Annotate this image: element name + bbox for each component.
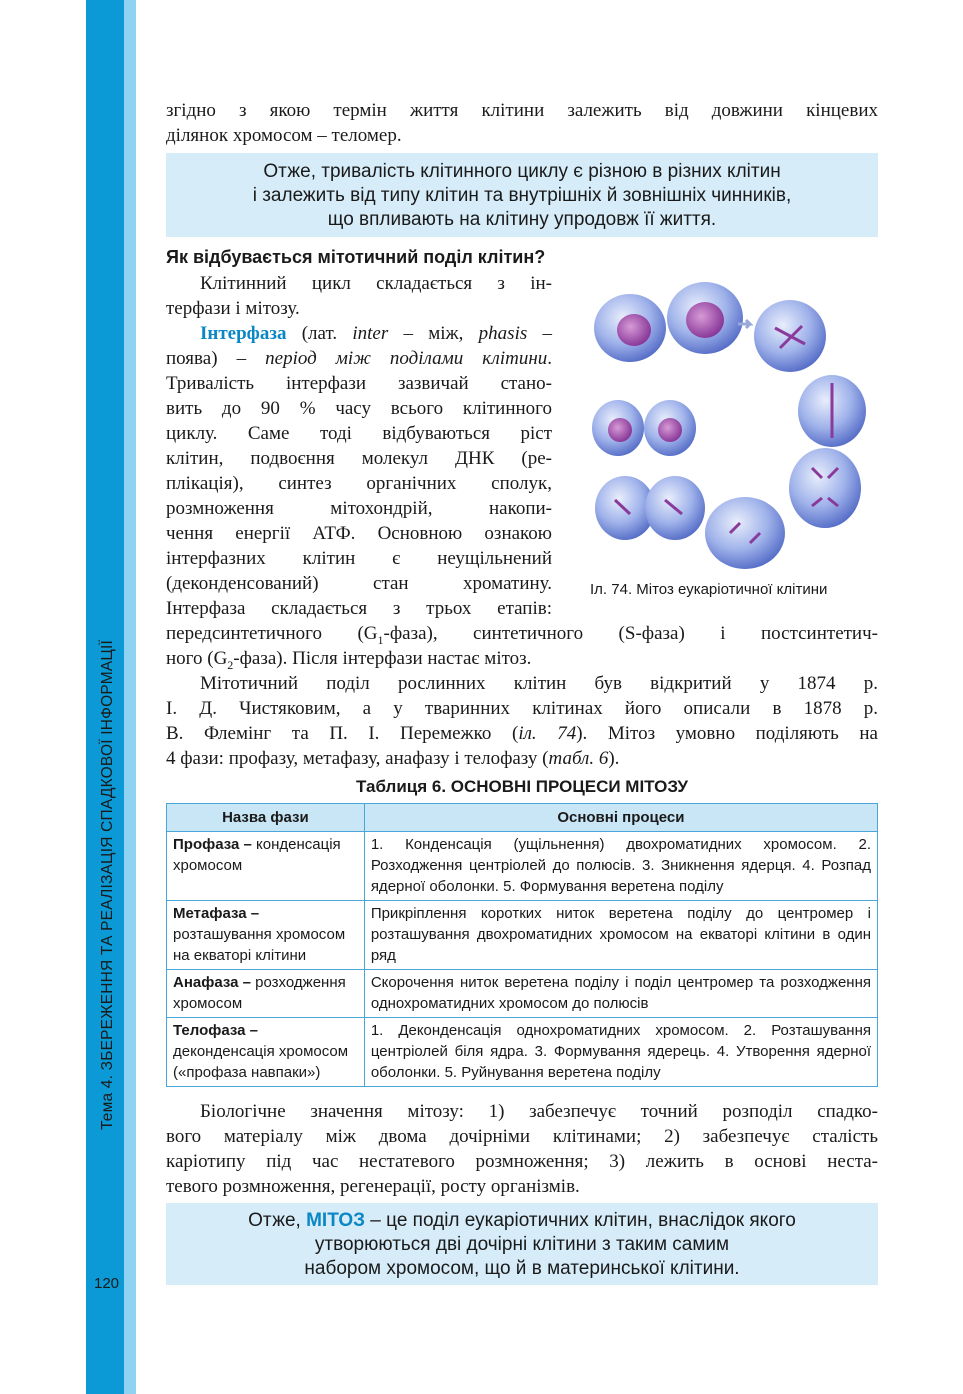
text-span: -фаза). Після інтерфази настає мітоз. [233,648,532,669]
summary-box-cell-cycle [166,153,878,237]
phase-description: розташування хромосом на екваторі клітини [173,926,346,964]
process-cell: 1. Конденсація (ущільнення) двохроматидних хромосом. 2. Розходження центріолей до полюсів. 3. Зникнення ядерця. 4. Розпад ядерної оболонки. 5. Формування веретена поділу [364,832,877,901]
text-line: вого матеріалу між двома дочірніми клітинами; 2) забезпечує сталість [166,1126,878,1147]
text-span: передсинтетичного (G [166,623,378,644]
phase-name: Профаза – [173,836,252,853]
text-line: Інтерфаза складається з трьох етапів: [166,598,552,619]
latin-term: phasis [478,323,528,344]
text-line: розмноження мітохондрій, накопи- [166,498,552,519]
cell-metaphase [798,375,866,447]
column-header-processes: Основні процеси [364,804,877,832]
text-span: – це поділ еукаріотичних клітин, внаслідок якого [365,1210,796,1231]
table-header-row [167,804,878,832]
process-cell: Скорочення ниток веретена поділу і поділ центромер та розходження однохроматидних хромосом до полюсів [364,970,877,1018]
subscript: 2 [227,657,234,672]
page-number: 120 [94,1275,120,1292]
subscript: 1 [377,632,384,647]
phase-name: Телофаза – [173,1022,259,1039]
intro-line-1: згідно з якою термін життя клітини залежить від довжини кінцевих [166,100,878,121]
text-line: інтерфазних клітин є неущільнений [166,548,552,569]
process-cell: 1. Деконденсація однохроматидних хромосом. 2. Розташування центріолей біля ядра. 3. Формування ядерець. 4. Утворення ядерної оболонки. 5. Руйнування веретена поділу [364,1018,877,1087]
text-span: – [527,323,552,344]
figure-reference: іл. 74 [518,723,577,744]
topic-label: Тема 4. ЗБЕРЕЖЕННЯ ТА РЕАЛІЗАЦІЯ СПАДКОВОЇ ІНФОРМАЦІЇ [99,639,116,1130]
text-line: тевого розмноження, регенерації, росту організмів. [166,1176,580,1197]
text-line [200,321,552,346]
text-span: 4 фази: профазу, метафазу, анафазу і телофазу ( [166,748,549,769]
text-span: ). [608,748,620,769]
cell-prophase-early [594,294,666,362]
text-line: каріотипу під час нестатевого розмноження; 3) лежить в основі неста- [166,1151,878,1172]
latin-term: inter [352,323,389,344]
term-mitosis: МІТОЗ [306,1210,366,1231]
column-header-phase: Назва фази [167,804,365,832]
summary-line: і залежить від типу клітин та внутрішніх й зовнішніх чинників, [252,185,792,206]
cell-prophase [667,282,743,354]
intro-line-2: ділянок хромосом – теломер. [166,125,402,146]
cell-telophase [705,497,785,569]
phase-description: деконденсація хромосом («профаза навпаки») [173,1043,349,1081]
cell-anaphase [789,448,861,528]
summary-line: набором хромосом, що й в материнської клітини. [304,1258,740,1279]
phase-cell [167,970,365,1018]
table-reference: табл. 6 [548,748,609,769]
phase-name: Анафаза – [173,974,251,991]
phase-description: розходження хромосом [173,974,346,1012]
text-line: Клітинний цикл складається з ін- [200,273,552,294]
text-span: поява) – [166,348,266,369]
side-stripe-light [124,0,136,1394]
phase-name: Метафаза – [173,905,260,922]
text-line [166,721,878,746]
text-line: чення енергії АТФ. Основною ознакою [166,523,552,544]
summary-line: що впливають на клітину упродовж її життя. [327,209,717,230]
text-span: В. Флемінг та П. І. Перемежко ( [166,723,519,744]
phase-cell [167,832,365,901]
cell-cytokinesis [595,476,705,540]
phase-cell [167,901,365,970]
text-line [166,346,552,371]
phase-cell [167,1018,365,1087]
section-heading: Як відбувається мітотичний поділ клітин? [166,247,546,267]
text-span: ). Мітоз умовно поділяють на [576,723,878,744]
text-span: – між, [388,323,479,344]
text-line: терфази і мітозу. [166,298,300,319]
summary-box-mitosis [166,1203,878,1285]
text-line: клітин, подвоєння молекул ДНК (ре- [166,448,552,469]
table-row [167,1018,878,1087]
text-line: Мітотичний поділ рослинних клітин був відкритий у 1874 р. [200,673,878,694]
text-span: . [547,348,552,369]
text-line: плікація), синтез органічних сполук, [166,473,552,494]
table-row [167,901,878,970]
process-cell: Прикріплення коротких ниток веретена поділу до центромер і розташування двохроматидних хромосом на екваторі клітини в один ряд [364,901,877,970]
table-row [167,832,878,901]
cell-daughter-pair [592,400,696,456]
text-span: (лат. [286,323,353,344]
mitosis-illustration [590,278,880,578]
text-line: вить до 90 % часу всього клітинного [166,398,552,419]
definition: період між поділами клітини [265,348,548,369]
summary-line: Отже, тривалість клітинного циклу є різною в різних клітин [263,161,781,182]
text-line: Тривалість інтерфази зазвичай стано- [166,373,552,394]
phase-description: конденсація хромосом [173,836,341,874]
text-span: Отже, [248,1210,307,1231]
text-line: (деконденсований) стан хроматину. [166,573,552,594]
text-span: ного (G [166,648,228,669]
table-row [167,970,878,1018]
text-line: І. Д. Чистяковим, а у тваринних клітинах його описали в 1878 р. [166,698,878,719]
mitosis-table [166,803,878,1087]
term-interphase: Інтерфаза [200,323,287,344]
text-span: -фаза), синтетичного (S-фаза) і постсинтетич- [383,623,878,644]
figure-caption: Іл. 74. Мітоз еукаріотичної клітини [590,581,828,598]
text-line: Біологічне значення мітозу: 1) забезпечує точний розподіл спадко- [200,1101,878,1122]
summary-line: утворюються дві дочірні клітини з таким самим [314,1234,730,1255]
summary-line [166,1209,878,1233]
cell-prometaphase [754,300,826,372]
text-line [166,746,878,771]
text-line: циклу. Саме тоді відбуваються ріст [166,423,552,444]
table-title: Таблиця 6. ОСНОВНІ ПРОЦЕСИ МІТОЗУ [356,777,688,796]
